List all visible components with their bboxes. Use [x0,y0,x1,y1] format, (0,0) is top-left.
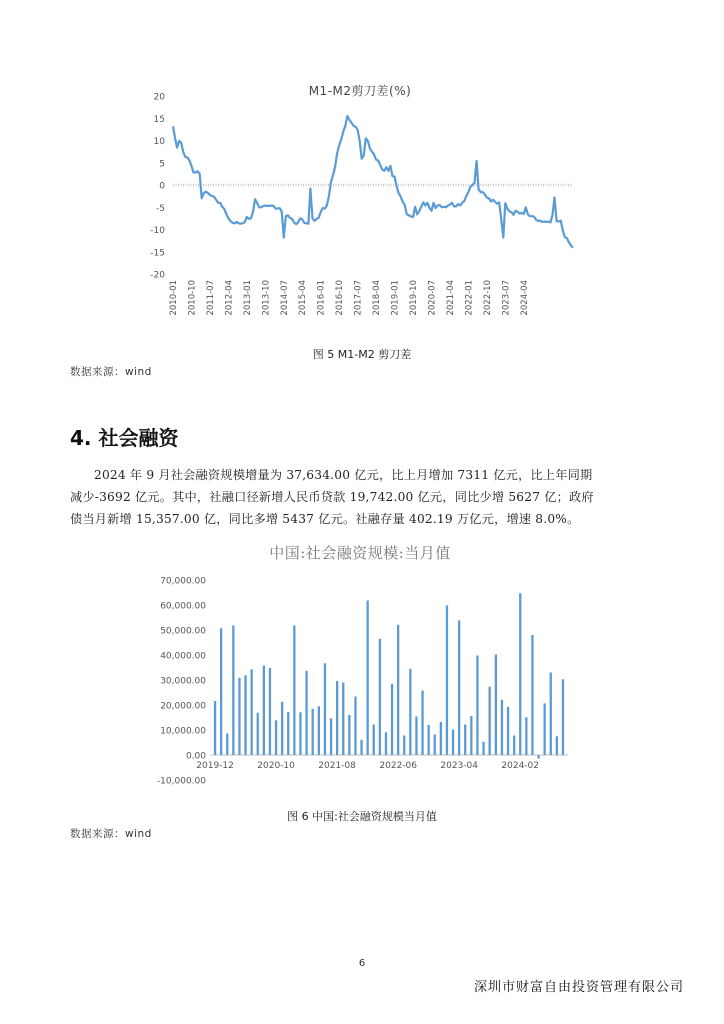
chart2-bar [354,697,356,756]
chart2-ytick-label: 50,000.00 [160,626,206,637]
chart1-xtick-label: 2015-04 [298,280,309,316]
chart2-bar [452,730,454,756]
chart2-bar [544,703,546,755]
chart2-bar [403,736,405,756]
chart1-xtick-label: 2013-01 [242,280,253,316]
chart2-bar [305,671,307,755]
chart1-xtick-label: 2012-04 [224,280,235,316]
chart2-title: 中国:社会融资规模:当月值 [269,544,451,562]
chart1-xtick-label: 2014-07 [279,280,290,316]
chart2-bar [263,666,265,756]
chart1-series-line [173,116,573,248]
chart1-xtick-label: 2021-04 [445,280,456,316]
chart2-ytick-label: 40,000.00 [160,651,206,662]
chart1-ytick-label: -5 [156,203,165,214]
chart1-ytick-label: 10 [153,137,165,147]
chart2-bar [446,606,448,756]
chart2-bar [348,715,350,755]
paragraph-line-1: 2024 年 9 月社会融资规模增量为 37,634.00 亿元，比上月增加 7311 亿元，比上年同期 [94,468,593,482]
chart2-bar [440,722,442,755]
chart2-bar [287,712,289,755]
chart1-ytick-label: -20 [150,270,165,281]
chart2-xtick-label: 2021-08 [318,761,356,771]
chart1-xtick-label: 2022-10 [482,280,493,316]
section-paragraph [70,464,660,530]
chart2-ytick-label: 0.00 [185,751,206,762]
chart2-bar [275,720,277,755]
chart2-bar [495,655,497,756]
chart1-ytick-label: 0 [159,181,165,192]
figure5-caption: 图 5 M1-M2 剪刀差 [312,348,412,361]
chart1-xtick-label: 2019-01 [390,280,401,316]
chart2-bar [458,620,460,755]
chart1-xtick-label: 2019-10 [409,280,419,316]
chart2-bar [312,709,314,755]
chart2-xtick-label: 2023-04 [440,761,479,771]
chart1-ytick-label: 5 [159,159,165,170]
chart1-xtick-label: 2010-10 [187,280,198,316]
chart2-bar [269,668,271,755]
chart2-bar [379,639,381,755]
chart2-ytick-label: 10,000.00 [160,726,206,737]
chart2-ytick-label: 30,000.00 [160,676,206,687]
chart2-bar [550,673,552,756]
chart2-bar [232,626,234,756]
chart2-bar [299,712,301,755]
chart1-ytick-label: 15 [153,114,165,125]
chart1-ytick-label: 20 [153,92,165,103]
chart1-xtick-label: 2024-04 [519,280,530,316]
paragraph-line-2: 减少-3692 亿元。其中，社融口径新增人民币贷款 19,742.00 亿元，同比少增 5627 亿；政府 [70,490,594,504]
chart2-ytick-label: 60,000.00 [160,601,206,612]
chart2-bar [324,663,326,755]
chart2-bar [531,635,533,755]
data-source-2: 数据来源：wind [70,828,152,840]
chart2-bar [397,625,399,755]
chart2-bar [464,725,466,756]
chart2-ytick-label: 20,000.00 [160,701,206,712]
chart2-bar [428,725,430,755]
chart2-bar [367,601,369,756]
chart2-bar [513,736,515,756]
chart2-bar [470,716,472,755]
chart2-bar [342,683,344,756]
chart2-bar [489,687,491,755]
chart2-bar [519,593,521,755]
chart1-xtick-label: 2017-07 [353,280,364,316]
chart2-bar [336,681,338,755]
chart2-bar [415,717,417,756]
chart2-bar [251,669,253,755]
figure6-caption: 图 6 中国:社会融资规模当月值 [287,810,437,823]
chart2-bar [214,701,216,755]
chart2-ytick-label: 70,000.00 [160,576,206,587]
paragraph-line-3: 债当月新增 15,357.00 亿，同比多增 5437 亿元。社融存量 402.19 万亿元，增速 8.0%。 [70,512,580,526]
chart1-xtick-label: 2018-04 [372,280,383,316]
chart2-bar [244,675,246,755]
chart2-bar [556,736,558,755]
chart2-bar [360,740,362,755]
chart1-ytick-label: -10 [150,226,165,236]
company-name: 深圳市财富自由投资管理有限公司 [473,980,684,995]
chart2-bar [226,734,228,756]
chart1-title: M1-M2剪刀差(%) [308,84,412,98]
chart1-xtick-label: 2016-01 [316,280,327,316]
chart2-bar [385,732,387,755]
chart1-xtick-label: 2020-07 [427,280,438,316]
chart1-ytick-label: -15 [150,248,165,259]
page-number: 6 [358,958,366,969]
chart2-bar [501,700,503,755]
data-source-1: 数据来源：wind [70,366,152,378]
chart1-xtick-label: 2011-07 [205,280,216,316]
chart1-xtick-label: 2022-01 [464,280,475,316]
chart2-xtick-label: 2019-12 [196,761,234,771]
chart2-bar [409,669,411,755]
chart1-xtick-label: 2013-10 [261,280,272,316]
chart2-bar [537,755,539,759]
chart1-xtick-label: 2023-07 [501,280,512,316]
chart2-bar [421,691,423,756]
chart2-bar [562,679,564,755]
m1-m2-line-chart [0,0,724,340]
chart2-bar [373,725,375,756]
chart2-xtick-label: 2024-02 [501,761,540,771]
chart2-bar [391,684,393,755]
chart1-xtick-label: 2010-01 [169,280,179,316]
chart1-xtick-label: 2016-10 [335,280,346,316]
chart2-bar [318,706,320,755]
chart2-bar [525,717,527,755]
chart2-xtick-label: 2020-10 [257,761,295,771]
chart2-bar [238,678,240,755]
section-heading: 4. 社会融资 [70,426,179,450]
chart2-bar [476,656,478,756]
chart2-bar [507,707,509,755]
chart2-ytick-label: -10,000.00 [156,776,206,787]
chart2-xtick-label: 2022-06 [379,761,418,771]
chart2-bar [281,702,283,755]
social-financing-bar-chart [0,560,724,800]
chart2-bar [257,713,259,755]
chart2-bar [293,626,295,756]
chart2-bar [330,718,332,755]
chart2-bar [434,735,436,756]
chart2-bar [220,628,222,755]
chart2-bar [482,742,484,755]
